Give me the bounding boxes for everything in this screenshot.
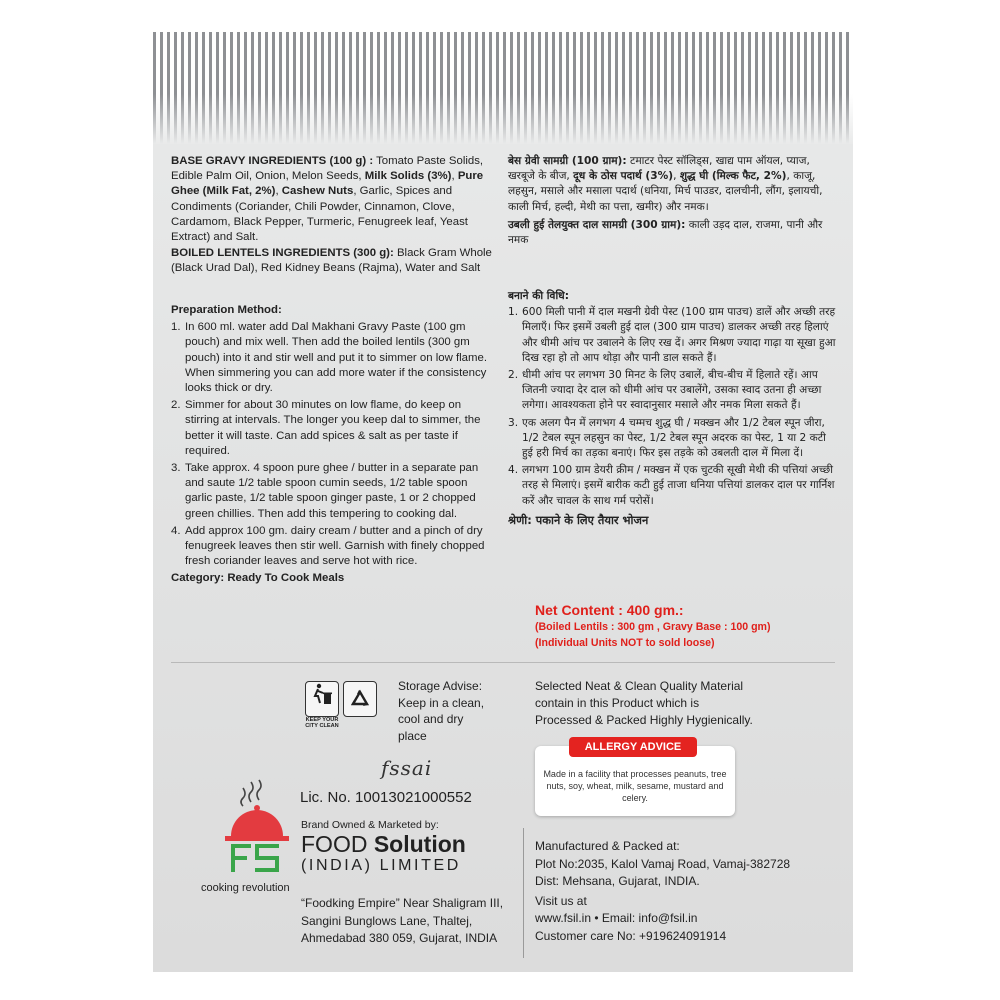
storage-heading: Storage Advise: xyxy=(398,679,483,693)
address-line: Ahmedabad 380 059, Gujarat, INDIA xyxy=(301,931,498,945)
base-gravy-heading-hi: बेस ग्रेवी सामग्री (100 ग्राम): xyxy=(508,155,627,167)
preparation-en xyxy=(171,303,493,587)
brand-name xyxy=(301,831,466,857)
ingredients-hi xyxy=(508,154,838,248)
brand-address xyxy=(301,895,521,948)
step-text: Take approx. 4 spoon pure ghee / butter in a separate pan and saute 1/2 table spoon cumin seeds, 1/2 table spoon garlic paste, 1/2 table spoon ginger paste, 1 or 2 chopped green chillies. Then add this tempering to cooking dal. xyxy=(185,462,479,520)
preparation-step-hi: 4. लगभग 100 ग्राम डेयरी क्रीम / मक्खन में एक चुटकी सूखी मेथी की पत्तियां अच्छी तरह से मिलाएं। इसमें बारीक कटी हुई ताजा धनिया पत्तियां डालकर दाल पर गार्निश करें और चावल के साथ गर्म परोसें। xyxy=(508,464,835,507)
separator: , xyxy=(451,170,458,183)
preparation-heading-hi: बनाने की विधि: xyxy=(508,290,569,302)
preparation-step-hi: 2. धीमी आंच पर लगभग 30 मिनट के लिए उबालें, बीच-बीच में हिलाते रहें। आप जितनी ज्यादा देर दाल को धीमी आंच पर उबालेंगे, उसका स्वाद उतना ही अच्छा लगेगा। आवश्यकता होने पर स्वादानुसार मसाले और नमक मिला सकते हैं। xyxy=(508,369,822,412)
divider xyxy=(171,662,835,663)
category-hi: श्रेणी: पकाने के लिए तैयार भोजन xyxy=(508,512,649,527)
separator: , xyxy=(275,185,282,198)
base-gravy-text-hi: टमाटर पेस्ट सॉलिड्स, खाद्य पाम ऑयल, प्याज, खरबूजे के बीज, xyxy=(508,155,810,183)
preparation-step: 2. Simmer for about 30 minutes on low flame, do keep on stirring at intervals. The longer you keep dal to simmer, the better it will taste. Can add spices & salt as per taste if required. xyxy=(171,399,481,457)
fssai-logo: fssai xyxy=(381,756,433,780)
brand-name-line2: (INDIA) LIMITED xyxy=(301,857,461,874)
address-line: “Foodking Empire” Near Shaligram III, xyxy=(301,896,504,910)
preparation-heading: Preparation Method: xyxy=(171,304,282,316)
lentils-heading: BOILED LENTELS INGREDIENTS (300 g): xyxy=(171,247,394,260)
manufacturer-info xyxy=(535,838,835,945)
lentils-text-hi: काली उड़द दाल, राजमा, पानी और नमक xyxy=(508,218,823,247)
pure-ghee-hi: शुद्ध घी (मिल्क फैट, 2%) xyxy=(679,170,787,183)
net-content-breakdown: (Boiled Lentils : 300 gm , Gravy Base : 100 gm) xyxy=(535,621,771,633)
net-content-title: Net Content : 400 gm.: xyxy=(535,602,684,618)
base-gravy-text-1: Tomato Paste Solids, Edible Palm Oil, Onion, Melon Seeds, xyxy=(171,155,484,183)
quality-note: Selected Neat & Clean Quality Material contain in this Product which is Processed & Packed Highly Hygienically. xyxy=(535,679,753,727)
storage-text: Keep in a clean, cool and dry place xyxy=(398,695,485,743)
separator: , xyxy=(673,170,680,183)
manufacturer-heading: Manufactured & Packed at: xyxy=(535,839,680,853)
visit-label: Visit us at xyxy=(535,893,587,908)
recycle-icon xyxy=(343,681,377,717)
ingredients-en xyxy=(171,154,493,277)
brand-logo xyxy=(217,778,297,878)
allergy-text: Made in a facility that processes peanuts, tree nuts, soy, wheat, milk, sesame, mustard and celery. xyxy=(543,769,727,803)
net-content-note: (Individual Units NOT to sold loose) xyxy=(535,637,715,649)
manufacturer-address: Plot No:2035, Kalol Vamaj Road, Vamaj-382728 xyxy=(535,856,791,871)
base-gravy-text-hi-2: , काजू, लहसुन, मसाले और मसाला पदार्थ (धनिया, मिर्च पाउडर, दालचीनी, लौंग, इलायची, काली मिर्च, हल्दी, मेथी का पत्ता, खमीर) और नमक। xyxy=(508,170,823,213)
allergy-advice-box xyxy=(535,741,735,816)
product-label-panel xyxy=(153,32,853,972)
step-text-hi: 600 मिली पानी में दाल मखनी ग्रेवी पेस्ट (100 ग्राम पाउच) डालें और अच्छी तरह मिलाएँ। फिर इसमें उबली हुई दाल (300 ग्राम पाउच) डालकर अच्छी तरह हिलाएं और धीमी आंच पर उबालने के लिए रख दें। अगर मिश्रण ज्यादा गाढ़ा या सूखा हुआ दिख रहा हो तो आप थोड़ा और पानी डाल सकते हैं। xyxy=(522,306,836,364)
category-en: Category: Ready To Cook Meals xyxy=(171,572,345,585)
milk-solids: Milk Solids (3%) xyxy=(364,170,452,183)
brand-owned-label: Brand Owned & Marketed by: xyxy=(301,819,439,831)
lentils-text: Black Gram Whole (Black Urad Dal), Red Kidney Beans (Rajma), Water and Salt xyxy=(171,247,492,275)
keep-city-clean-label: KEEP YOUR CITY CLEAN xyxy=(305,717,339,730)
storage-advice xyxy=(398,678,493,744)
step-text: Add approx 100 gm. dairy cream / butter and a pinch of dry fenugreek leaves then stir well. Garnish with finely chopped fresh coriander leaves and serve hot with rice. xyxy=(185,524,485,568)
base-gravy-text-2: , Garlic, Spices and Condiments (Coriander, Chili Powder, Cinnamon, Clove, Cardamom, Black Pepper, Turmeric, Fenugreek leaf, Yeast Extract) and Salt. xyxy=(171,185,468,244)
preparation-hi xyxy=(508,289,838,528)
milk-solids-hi: दूध के ठोस पदार्थ (3%) xyxy=(573,170,674,183)
stripe-band xyxy=(153,32,853,144)
lentils-heading-hi: उबली हुई तेलयुक्त दाल सामग्री (300 ग्राम): xyxy=(508,218,686,231)
step-text-hi: धीमी आंच पर लगभग 30 मिनट के लिए उबालें, बीच-बीच में हिलाते रहें। आप जितनी ज्यादा देर दाल को धीमी आंच पर उबालेंगे, उसका स्वाद उतना ही अच्छा लगेगा। आवश्यकता होने पर स्वादानुसार मसाले और नमक मिला सकते हैं। xyxy=(522,369,822,412)
fssai-license: Lic. No. 10013021000552 xyxy=(300,789,472,806)
manufacturer-district: Dist: Mehsana, Gujarat, INDIA. xyxy=(535,874,700,888)
address-line: Sangini Bunglows Lane, Thaltej, xyxy=(301,913,473,928)
preparation-step-hi: 3. एक अलग पैन में लगभग 4 चम्मच शुद्ध घी / मक्खन और 1/2 टेबल स्पून जीरा, 1/2 टेबल स्पून लहसुन का पेस्ट, 1/2 टेबल स्पून अदरक का पेस्ट, 1 या 2 कटी हुई हरी मिर्च का तड़का बनाएं। फिर इस तड़के को उबलती दाल में मिला दें। xyxy=(508,416,826,460)
website-email: www.fsil.in • Email: info@fsil.in xyxy=(535,911,698,925)
preparation-step: 4. Add approx 100 gm. dairy cream / butter and a pinch of dry fenugreek leaves then stir well. Garnish with finely chopped fresh coriander leaves and serve hot with rice. xyxy=(171,524,485,568)
pure-ghee: Pure Ghee (Milk Fat, 2%) xyxy=(171,170,484,198)
preparation-step: 1. In 600 ml. water add Dal Makhani Gravy Paste (100 gm pouch) and mix well. Then add the boiled lentils (300 gm pouch) into it and stir well and put it to simmer on low flame. When simmering you can add more water if the consistency looks thick or dry. xyxy=(171,321,487,395)
brand-name-food: FOOD xyxy=(301,831,374,857)
vertical-divider xyxy=(523,828,524,958)
preparation-step-hi: 1. 600 मिली पानी में दाल मखनी ग्रेवी पेस्ट (100 ग्राम पाउच) डालें और अच्छी तरह मिलाएँ। फिर इसमें उबली हुई दाल (300 ग्राम पाउच) डालकर अच्छी तरह हिलाएं और धीमी आंच पर उबालने के लिए रख दें। अगर मिश्रण ज्यादा गाढ़ा या सूखा हुआ दिख रहा हो तो आप थोड़ा और पानी डाल सकते हैं। xyxy=(508,306,836,364)
brand-name-solution: Solution xyxy=(373,831,466,857)
step-text: Simmer for about 30 minutes on low flame, do keep on stirring at intervals. The longer you keep dal to simmer, the better it will taste. Can add spices & salt as per taste if required. xyxy=(185,399,481,457)
base-gravy-heading: BASE GRAVY INGREDIENTS (100 g) : xyxy=(171,155,374,167)
cashew-nuts: Cashew Nuts xyxy=(281,185,354,198)
allergy-badge: ALLERGY ADVICE xyxy=(569,737,697,757)
dustbin-icon xyxy=(305,681,339,717)
step-text: In 600 ml. water add Dal Makhani Gravy Paste (100 gm pouch) and mix well. Then add the boiled lentils (300 gm pouch) into it and stir well and put it to simmer on low flame. When simmering you can add more water if the consistency looks thick or dry. xyxy=(185,321,487,395)
step-text-hi: एक अलग पैन में लगभग 4 चम्मच शुद्ध घी / मक्खन और 1/2 टेबल स्पून जीरा, 1/2 टेबल स्पून लहसुन का पेस्ट, 1/2 टेबल स्पून अदरक का पेस्ट, 1 या 2 कटी हुई हरी मिर्च का तड़का बनाएं। फिर इस तड़के को उबलती दाल में मिला दें। xyxy=(522,416,826,460)
net-content xyxy=(535,602,771,651)
step-text-hi: लगभग 100 ग्राम डेयरी क्रीम / मक्खन में एक चुटकी सूखी मेथी की पत्तियां अच्छी तरह से मिलाएं। इसमें बारीक कटी हुई ताजा धनिया पत्तियां डालकर दाल पर गार्निश करें और चावल के साथ गर्म परोसें। xyxy=(522,464,835,507)
brand-tagline: cooking revolution xyxy=(201,882,290,894)
preparation-step: 3. Take approx. 4 spoon pure ghee / butter in a separate pan and saute 1/2 table spoon cumin seeds, 1/2 table spoon garlic paste, 1/2 table spoon ginger paste, 1 or 2 chopped green chillies. Then add this tempering to cooking dal. xyxy=(171,462,479,520)
customer-care: Customer care No: +919624091914 xyxy=(535,928,727,943)
